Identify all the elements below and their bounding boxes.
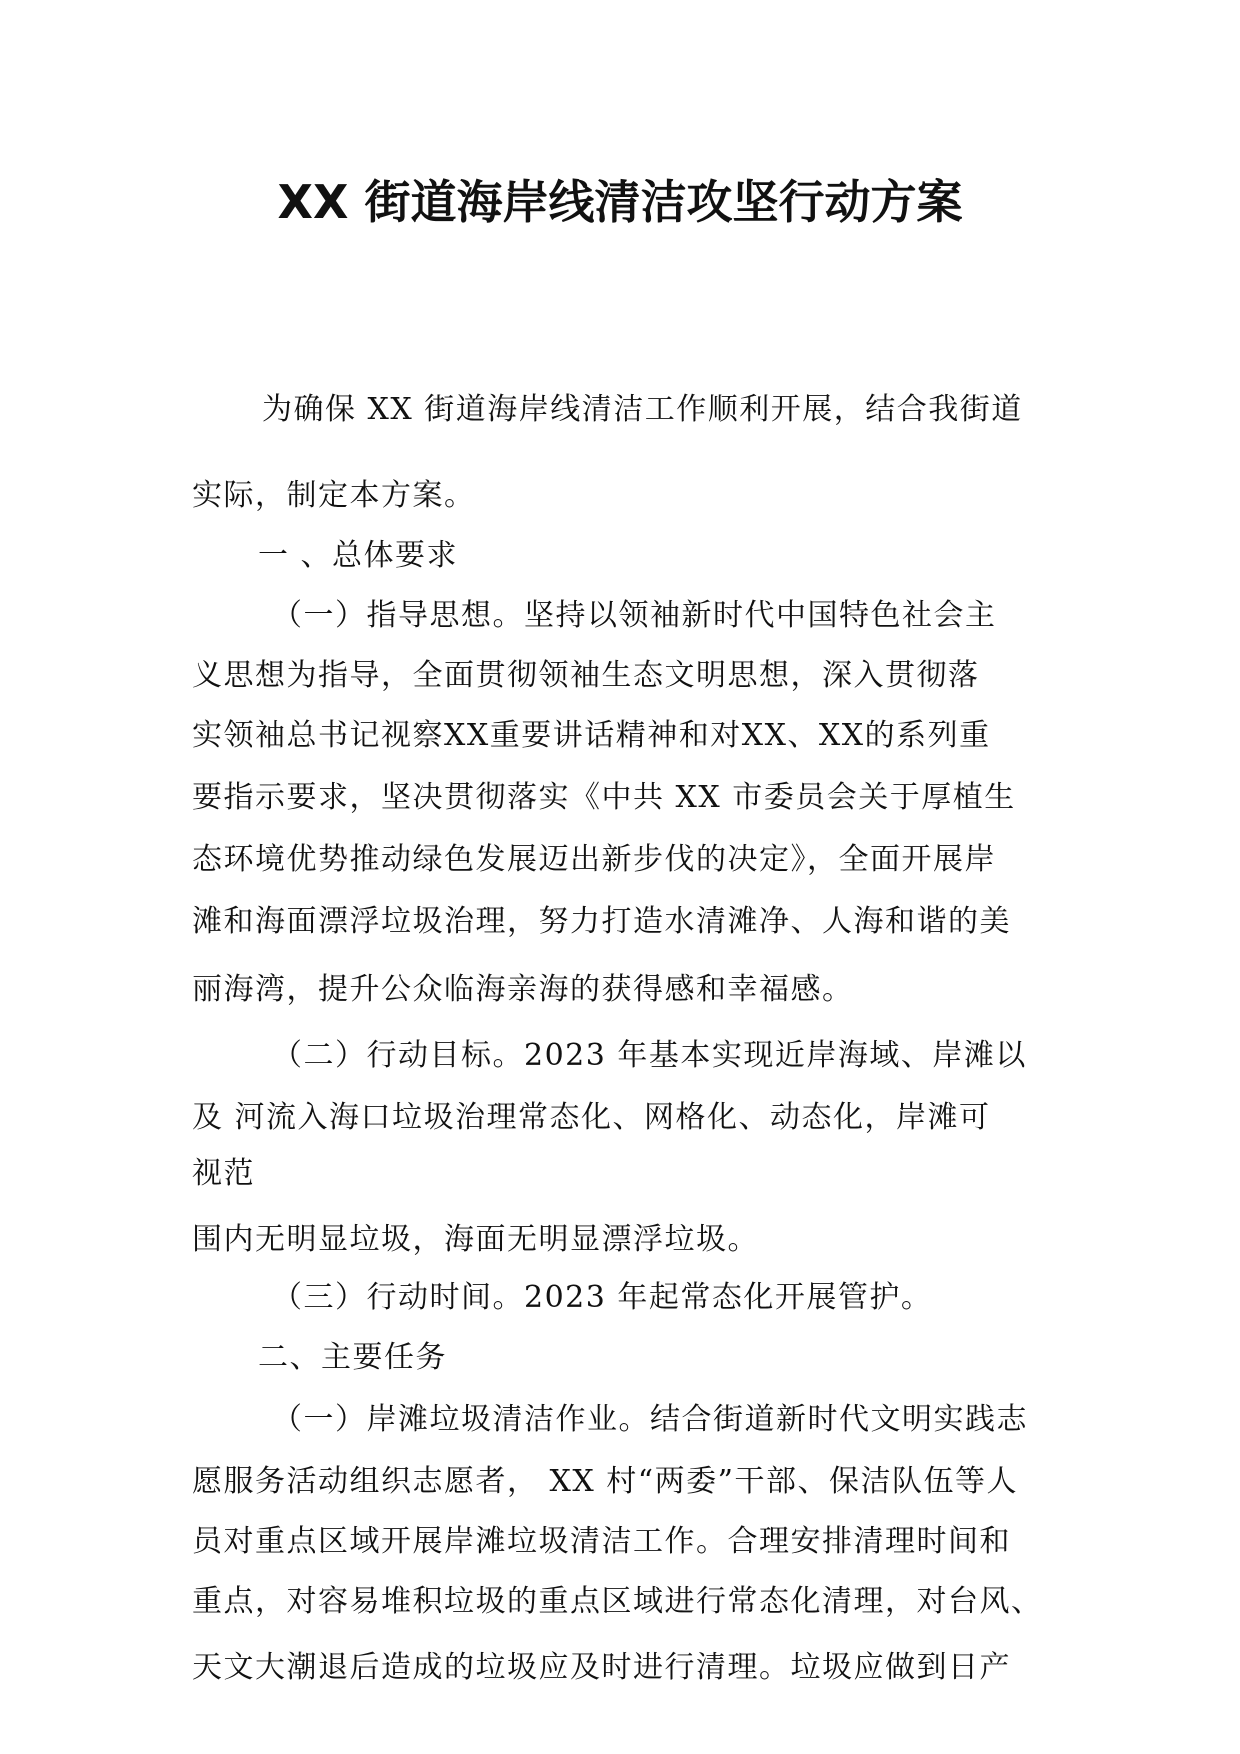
paragraph-guiding-thought-line-2: 义思想为指导，全面贯彻领袖生态文明思想，深入贯彻落 xyxy=(192,658,980,693)
paragraph-guiding-thought-line-1: （一）指导思想。坚持以领袖新时代中国特色社会主 xyxy=(272,598,997,633)
paragraph-guiding-thought-line-3: 实领袖总书记视察XX重要讲话精神和对XX、XX的系列重 xyxy=(192,718,991,753)
paragraph-action-time: （三）行动时间。2023 年起常态化开展管护。 xyxy=(272,1280,933,1315)
paragraph-beach-cleaning-line-4: 重点，对容易堆积垃圾的重点区域进行常态化清理，对台风、 xyxy=(192,1584,1043,1619)
paragraph-guiding-thought-line-7: 丽海湾，提升公众临海亲海的获得感和幸福感。 xyxy=(192,972,854,1007)
paragraph-action-goal-line-4: 围内无明显垃圾，海面无明显漂浮垃圾。 xyxy=(192,1222,759,1257)
paragraph-intro-line-2: 实际，制定本方案。 xyxy=(192,478,476,513)
section-heading-main-tasks: 二、主要任务 xyxy=(258,1340,447,1375)
paragraph-beach-cleaning-line-1: （一）岸滩垃圾清洁作业。结合街道新时代文明实践志 xyxy=(272,1402,1028,1437)
paragraph-guiding-thought-line-6: 滩和海面漂浮垃圾治理，努力打造水清滩净、人海和谐的美 xyxy=(192,904,1011,939)
paragraph-intro-line-1: 为确保 XX 街道海岸线清洁工作顺利开展，结合我街道 xyxy=(262,392,1023,427)
paragraph-action-goal-line-3: 视范 xyxy=(192,1156,255,1191)
section-heading-general-requirements: 一 、总体要求 xyxy=(258,538,459,573)
paragraph-beach-cleaning-line-3: 员对重点区域开展岸滩垃圾清洁工作。合理安排清理时间和 xyxy=(192,1524,1011,1559)
paragraph-guiding-thought-line-5: 态环境优势推动绿色发展迈出新步伐的决定》，全面开展岸 xyxy=(192,842,996,877)
paragraph-action-goal-line-2: 及 河流入海口垃圾治理常态化、网格化、动态化，岸滩可 xyxy=(192,1100,991,1135)
paragraph-guiding-thought-line-4: 要指示要求，坚决贯彻落实《中共 XX 市委员会关于厚植生 xyxy=(192,780,1016,815)
document-title: XX 街道海岸线清洁攻坚行动方案 xyxy=(277,175,963,229)
paragraph-action-goal-line-1: （二）行动目标。2023 年基本实现近岸海域、岸滩以 xyxy=(272,1038,1027,1073)
paragraph-beach-cleaning-line-2: 愿服务活动组织志愿者， XX 村“两委”干部、保洁队伍等人 xyxy=(192,1464,1018,1499)
paragraph-beach-cleaning-line-5: 天文大潮退后造成的垃圾应及时进行清理。垃圾应做到日产 xyxy=(192,1650,1011,1685)
